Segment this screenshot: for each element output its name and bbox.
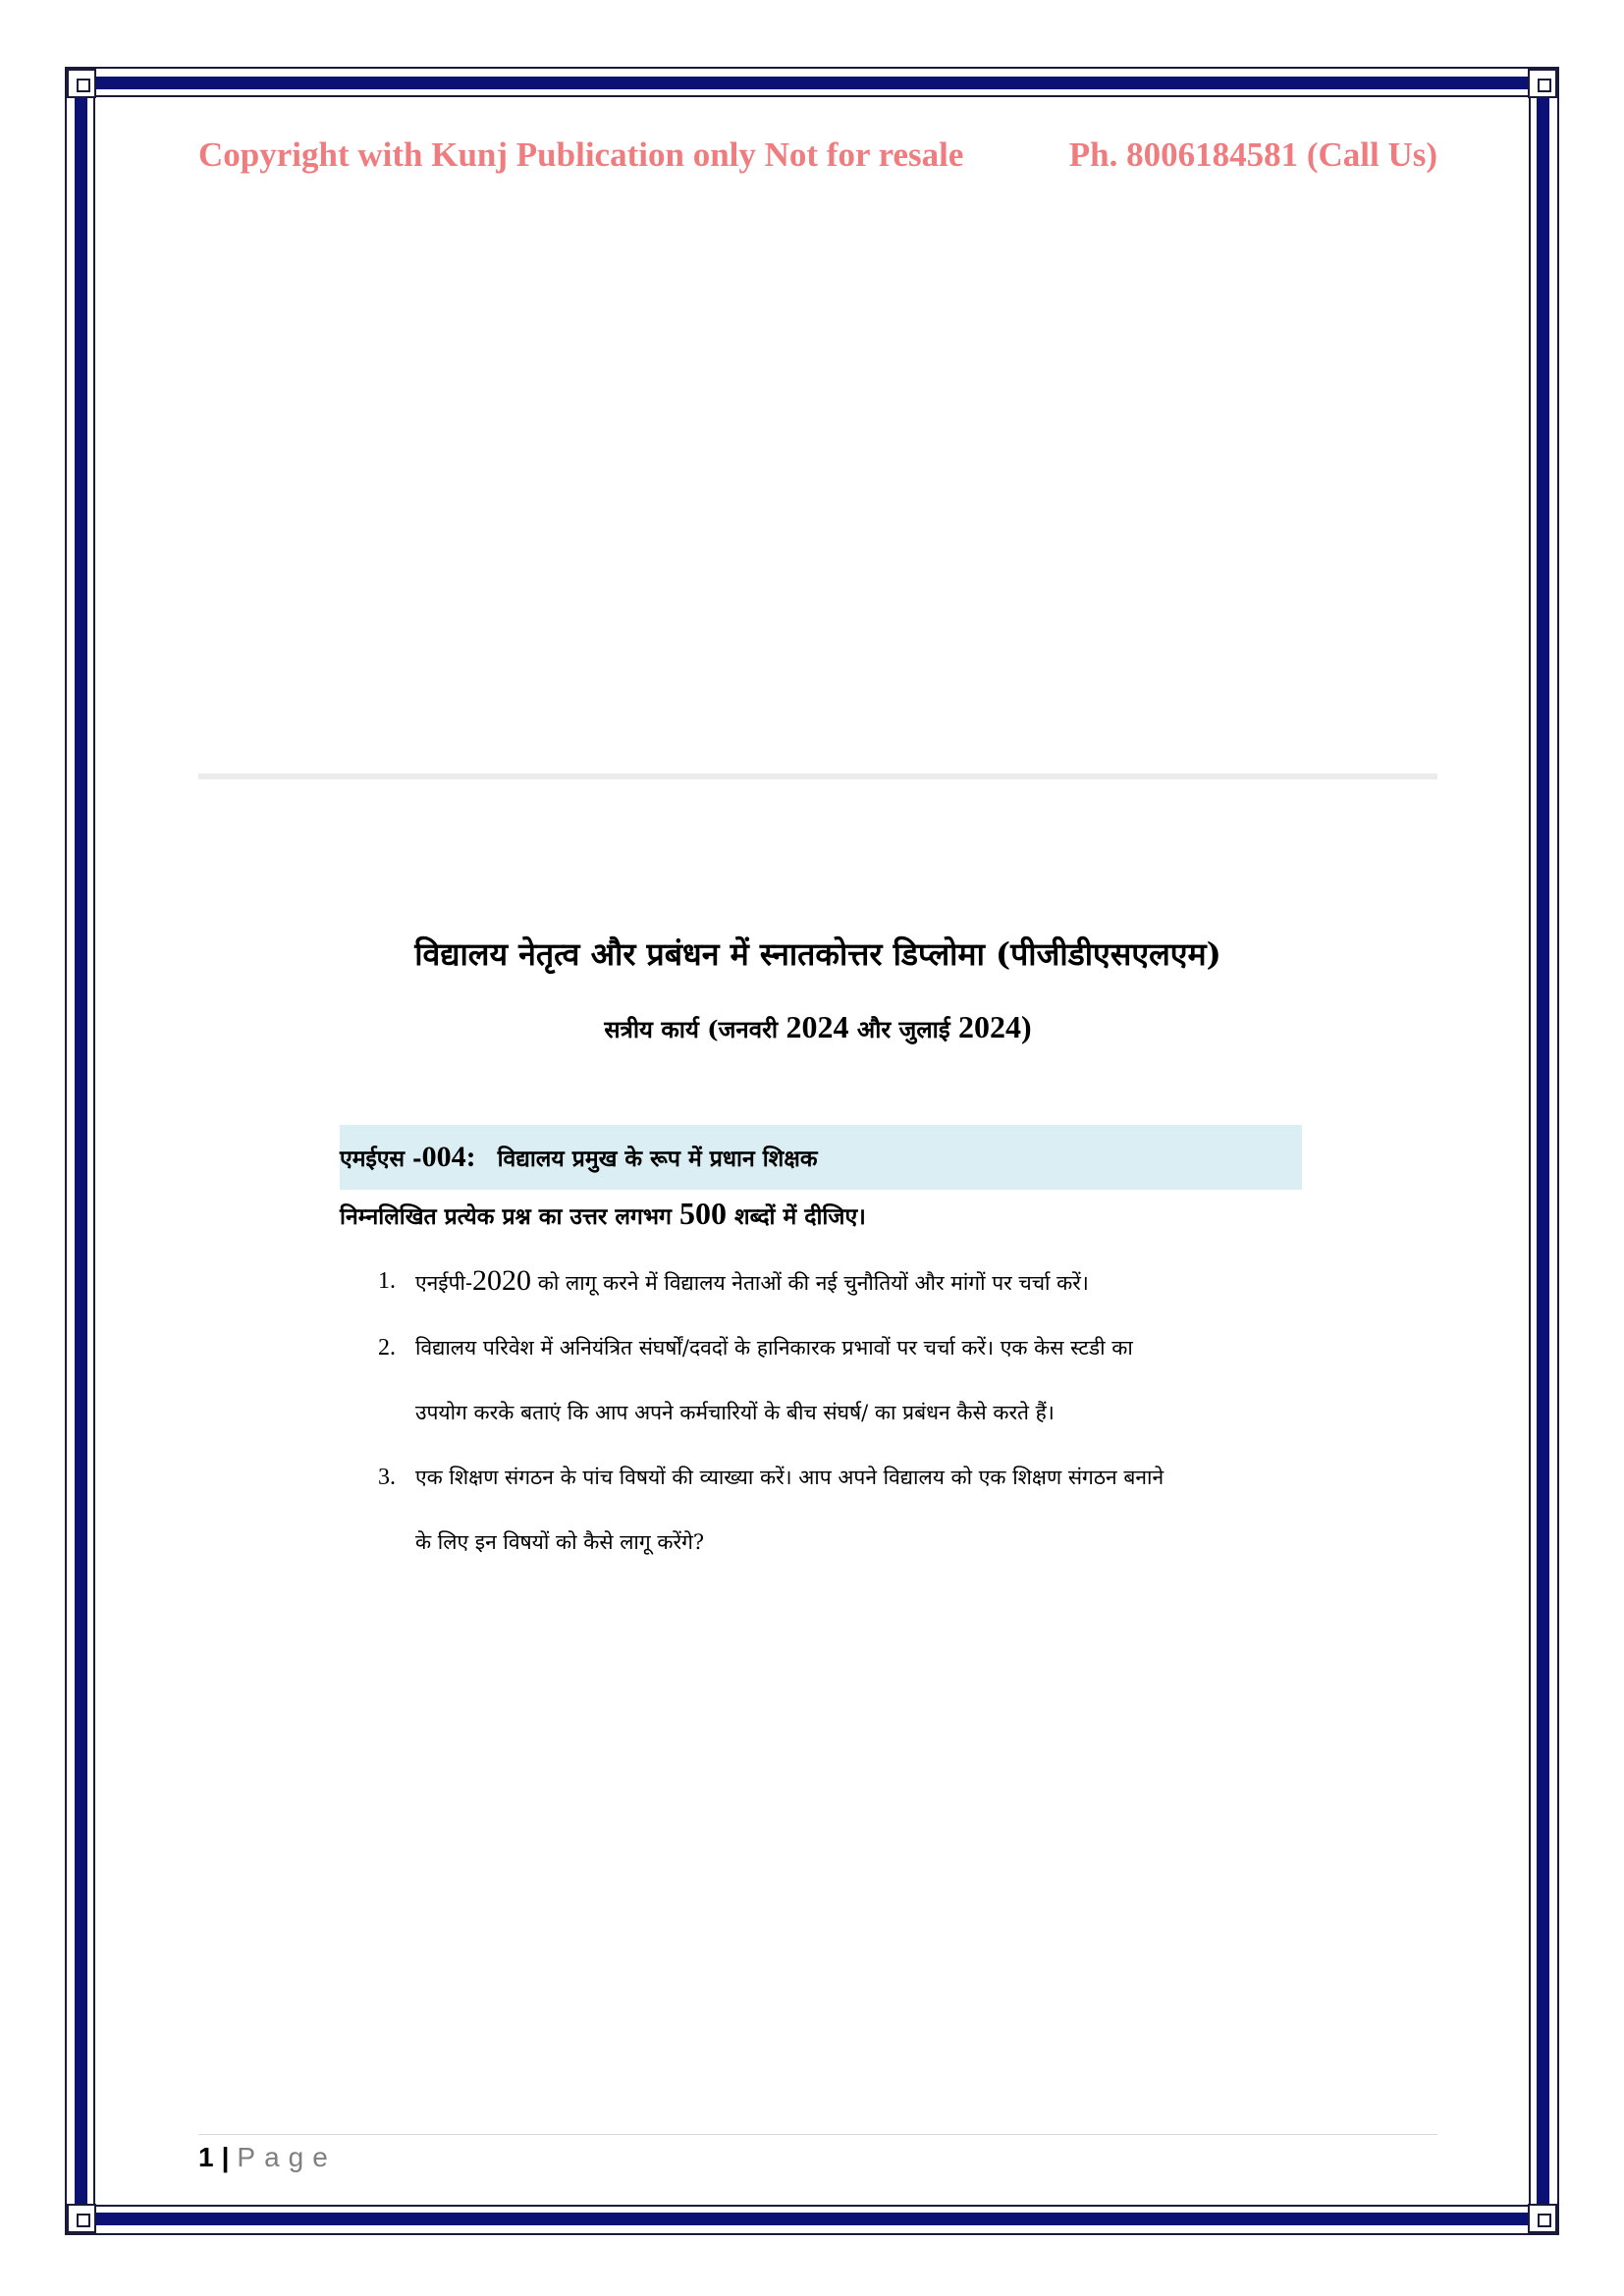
course-name: विद्यालय प्रमुख के रूप में प्रधान शिक्षक bbox=[497, 1146, 818, 1172]
section-divider bbox=[198, 774, 1437, 779]
course-code-prefix: एमईएस - bbox=[340, 1146, 422, 1172]
subtitle-text-c: ) bbox=[1020, 1009, 1032, 1044]
course-heading bbox=[340, 1125, 1302, 1190]
question-text-post: को लागू करने में विद्यालय नेताओं की नई चुनौतियों और मांगों पर चर्चा करें। bbox=[531, 1271, 1089, 1295]
page-header bbox=[198, 135, 1437, 175]
page-number: 1 bbox=[198, 2142, 214, 2172]
subtitle-text-a: सत्रीय कार्य (जनवरी bbox=[604, 1015, 786, 1043]
copyright-notice: Copyright with Kunj Publication only Not for resale bbox=[198, 135, 964, 174]
question-text-line-2: उपयोग करके बताएं कि आप अपने कर्मचारियों के बीच संघर्ष/ का प्रबंधन कैसे करते हैं। bbox=[415, 1401, 1055, 1424]
question-text-line-2: के लिए इन विषयों को कैसे लागू करेंगे? bbox=[415, 1530, 705, 1554]
question-year: 2020 bbox=[472, 1264, 532, 1297]
answer-instruction bbox=[340, 1196, 866, 1232]
question-item bbox=[378, 1445, 1311, 1575]
border-corner-bottom-left bbox=[67, 2204, 96, 2233]
footer-divider bbox=[198, 2134, 1437, 2135]
instruction-word-count: 500 bbox=[679, 1196, 728, 1231]
question-number: 2. bbox=[378, 1335, 396, 1361]
instruction-text-b: शब्दों में दीजिए। bbox=[727, 1203, 866, 1230]
question-text-pre: एनईपी- bbox=[415, 1271, 473, 1295]
page-label: Page bbox=[237, 2142, 337, 2172]
question-number: 1. bbox=[378, 1268, 396, 1294]
footer-separator: | bbox=[221, 2142, 230, 2172]
page-footer bbox=[198, 2142, 337, 2173]
border-corner-top-left bbox=[67, 69, 96, 98]
question-text-line-1: एक शिक्षण संगठन के पांच विषयों की व्याख्या करें। आप अपने विद्यालय को एक शिक्षण संगठन बनाने bbox=[415, 1466, 1164, 1489]
course-code-number: 004: bbox=[421, 1141, 476, 1173]
question-item bbox=[378, 1315, 1311, 1445]
phone-contact: Ph. 8006184581 (Call Us) bbox=[1068, 135, 1437, 174]
question-item bbox=[378, 1249, 1311, 1315]
question-number: 3. bbox=[378, 1465, 396, 1490]
question-list bbox=[378, 1249, 1311, 1575]
border-corner-top-right bbox=[1528, 69, 1557, 98]
question-text-line-1: विद्यालय परिवेश में अनियंत्रित संघर्षों/दवदों के हानिकारक प्रभावों पर चर्चा करें। एक केस स्टडी का bbox=[415, 1336, 1133, 1360]
border-corner-bottom-right bbox=[1528, 2204, 1557, 2233]
subtitle-year-1: 2024 bbox=[785, 1009, 849, 1044]
subtitle-year-2: 2024 bbox=[957, 1009, 1021, 1044]
document-subtitle bbox=[198, 1009, 1437, 1045]
subtitle-text-b: और जुलाई bbox=[848, 1015, 958, 1043]
instruction-text-a: निम्नलिखित प्रत्येक प्रश्न का उत्तर लगभग bbox=[340, 1203, 680, 1230]
document-title: विद्यालय नेतृत्व और प्रबंधन में स्नातकोत्तर डिप्लोमा (पीजीडीएसएलएम) bbox=[414, 935, 1221, 973]
